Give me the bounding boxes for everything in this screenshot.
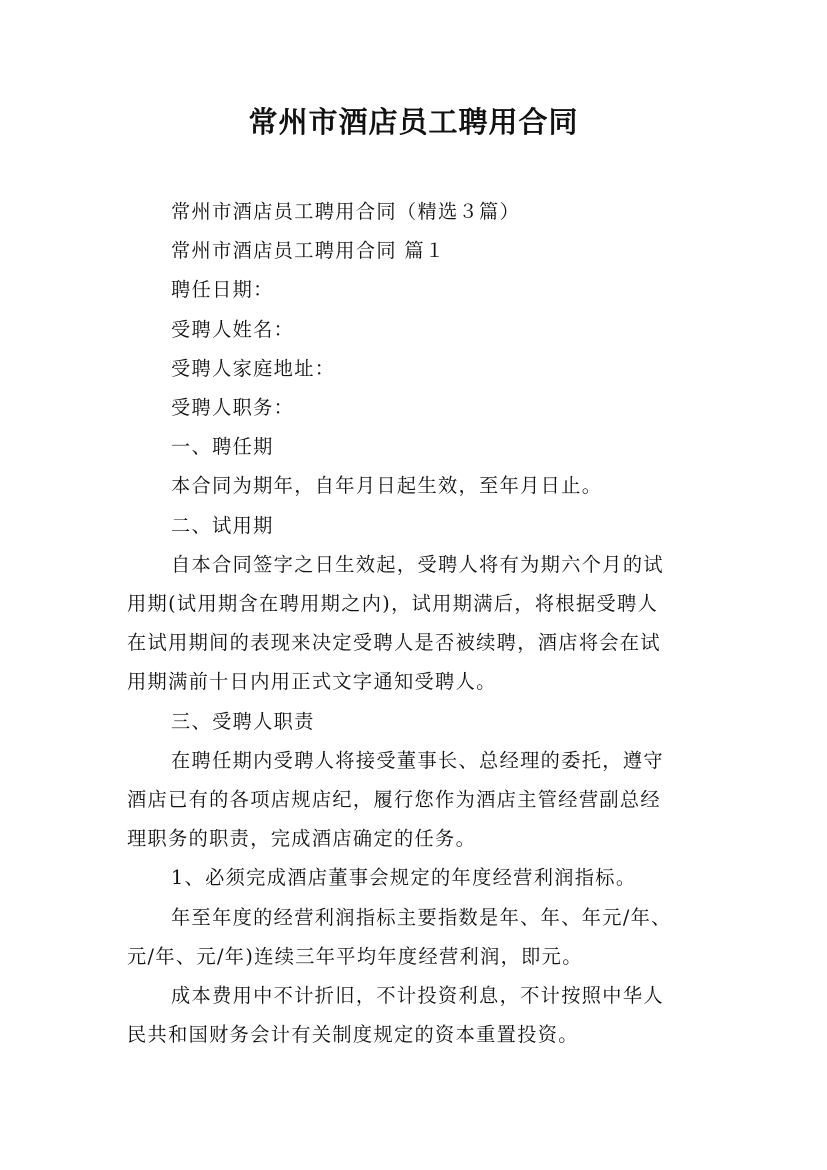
paragraph-line: 元/年、元/年)连续三年平均年度经营利润，即元。 [127,944,583,968]
paragraph-line: 常州市酒店员工聘用合同（精选３篇） [171,200,521,223]
paragraph-line: 在聘任期内受聘人将接受董事长、总经理的委托，遵守 [171,748,664,772]
paragraph-line: 酒店已有的各项店规店纪，履行您作为酒店主管经营副总经 [127,788,661,812]
paragraph-line: 常州市酒店员工聘用合同 篇１ [171,239,446,263]
paragraph-line: 用期满前十日内用正式文字通知受聘人。 [127,670,497,694]
paragraph-line: 受聘人家庭地址： [171,356,336,380]
paragraph-line: 本合同为期年，自年月日起生效，至年月日止。 [171,474,603,498]
paragraph-line: 用期(试用期含在聘用期之内)，试用期满后，将根据受聘人 [127,592,659,616]
section-heading: 一、聘任期 [171,435,274,459]
section-heading: 二、试用期 [171,513,274,537]
paragraph-line: 受聘人职务： [171,396,295,420]
paragraph-line: 成本费用中不计折旧，不计投资利息，不计按照中华人 [171,984,664,1008]
paragraph-line: 自本合同签字之日生效起，受聘人将有为期六个月的试 [171,552,664,576]
paragraph-line: 1、必须完成酒店董事会规定的年度经营利润指标。 [171,866,637,890]
paragraph-line: 年至年度的经营利润指标主要指数是年、年、年元/年、 [171,905,672,929]
paragraph-line: 聘任日期： [171,278,274,302]
section-heading: 三、受聘人职责 [171,709,315,733]
document-title: 常州市酒店员工聘用合同 [248,105,579,139]
paragraph-line: 理职务的职责，完成酒店确定的任务。 [127,827,477,851]
paragraph-line: 民共和国财务会计有关制度规定的资本重置投资。 [127,1023,579,1047]
paragraph-line: 在试用期间的表现来决定受聘人是否被续聘，酒店将会在试 [127,631,661,655]
paragraph-line: 受聘人姓名： [171,317,295,341]
document-body [127,192,717,1054]
